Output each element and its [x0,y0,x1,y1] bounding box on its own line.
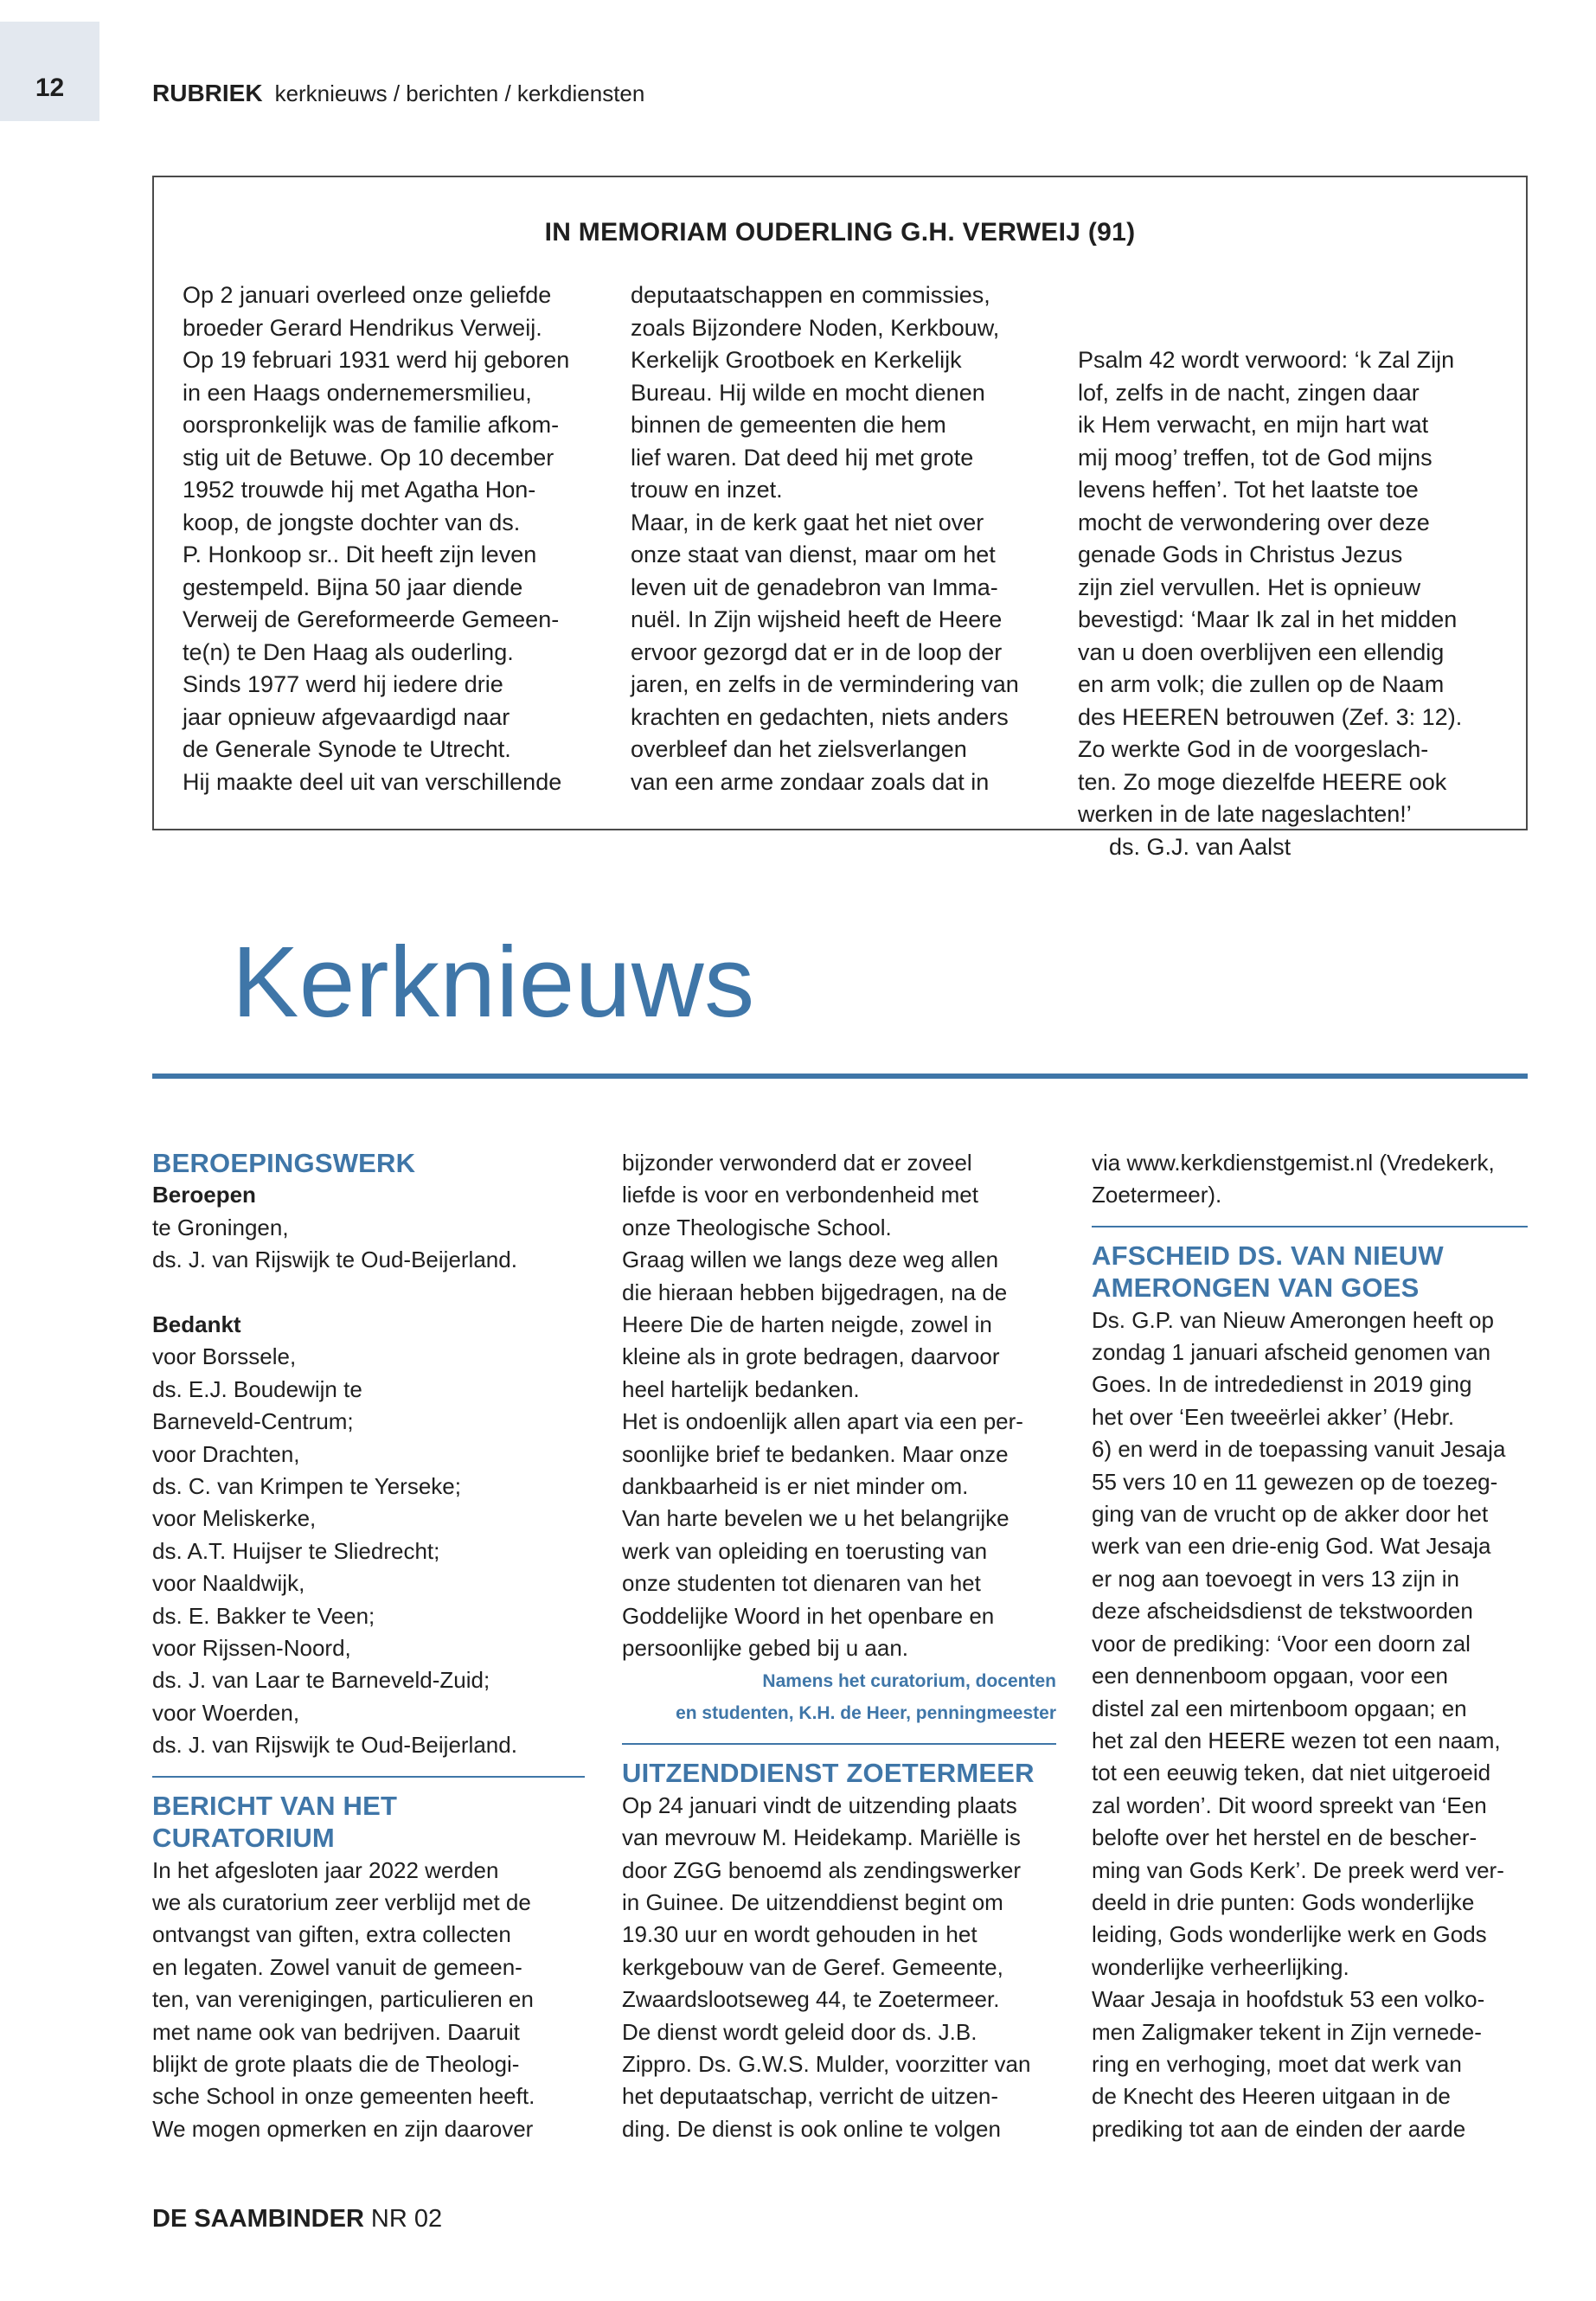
text-line: soonlijke brief te bedanken. Maar onze [622,1440,1009,1467]
text-line: het deputaatschap, verricht de uitzen- [622,2083,999,2110]
in-memoriam-column-1 [183,279,632,798]
text-line: Goddelijke Woord in het openbare en [622,1602,995,1629]
in-memoriam-column-3 [1078,279,1528,863]
rubric-path: kerknieuws / berichten / kerkdiensten [274,80,645,106]
article-column-1 [152,1147,585,2145]
text-line: gestempeld. Bijna 50 jaar diende [183,574,523,600]
text-line: Van harte bevelen we u het belangrijke [622,1505,1010,1532]
footer [152,2202,442,2236]
section-divider [1092,1226,1528,1227]
text-line: 6) en werd in de toepassing vanuit Jesaja [1092,1436,1506,1463]
text-line: Ds. G.P. van Nieuw Amerongen heeft op [1092,1306,1494,1333]
text-line: ding. De dienst is ook online te volgen [622,2115,1001,2142]
text-line: koop, de jongste dochter van ds. [183,509,521,535]
text-line: ervoor gezorgd dat er in de loop der [631,638,1003,665]
in-memoriam-column-2 [631,279,1080,798]
section-title-rule [152,1074,1528,1079]
uitzenddienst-heading: UITZENDDIENST ZOETERMEER [622,1758,1035,1789]
text-line: voor Drachten, [152,1440,300,1467]
text-line: in Guinee. De uitzenddienst begint om [622,1888,1003,1915]
text-line: Graag willen we langs deze weg allen [622,1247,999,1273]
text-line: persoonlijke gebed bij u aan. [622,1635,909,1662]
bedankt-subheading: Bedankt [152,1311,241,1338]
text-line: Goes. In de intrededienst in 2019 ging [1092,1371,1472,1398]
text-line: kleine als in grote bedragen, daarvoor [622,1343,1000,1370]
curatorium-heading: CURATORIUM [152,1823,335,1854]
text-line: Het is ondoenlijk allen apart via een per- [622,1408,1023,1435]
section-divider [152,1776,585,1778]
text-line: ds. E. Bakker te Veen; [152,1602,375,1629]
beroepen-subheading: Beroepen [152,1182,256,1208]
text-line: Op 24 januari vindt de uitzending plaats [622,1791,1017,1818]
text-line: ds. J. van Rijswijk te Oud-Beijerland. [152,1247,517,1273]
article-column-2 [622,1147,1056,2145]
text-line: ring en verhoging, moet dat werk van [1092,2050,1462,2077]
text-line: ging van de vrucht op de akker door het [1092,1501,1489,1528]
text-line: van een arme zondaar zoals dat in [631,768,990,795]
text-line: In het afgesloten jaar 2022 werden [152,1856,499,1883]
text-line: zoals Bijzondere Noden, Kerkbouw, [631,314,1000,341]
text-line: door ZGG benoemd als zendingswerker [622,1856,1022,1883]
text-line: voor Rijssen-Noord, [152,1635,351,1662]
text-line: Zwaardslootseweg 44, te Zoetermeer. [622,1986,1000,2013]
beroepingswerk-heading: BEROEPINGSWERK [152,1148,416,1178]
afscheid-heading: AFSCHEID DS. VAN NIEUW [1092,1240,1444,1271]
text-line: die hieraan hebben bijgedragen, na de [622,1279,1008,1305]
text-line: heel hartelijk bedanken. [622,1375,860,1402]
in-memoriam-signature: ds. G.J. van Aalst [1109,833,1292,860]
text-line: deputaatschappen en commissies, [631,282,990,308]
text-line: ds. A.T. Huijser te Sliedrecht; [152,1537,440,1564]
text-line: ming van Gods Kerk’. De preek werd ver- [1092,1856,1504,1883]
text-line: zondag 1 januari afscheid genomen van [1092,1339,1491,1366]
text-line: Zoetermeer). [1092,1182,1222,1208]
text-line: van mevrouw M. Heidekamp. Mariëlle is [622,1824,1021,1851]
text-line: genade Gods in Christus Jezus [1078,542,1403,567]
text-line: de Knecht des Heeren uitgaan in de [1092,2083,1451,2110]
text-line: Psalm 42 wordt verwoord: ‘k Zal Zijn [1078,347,1455,373]
text-line: onze Theologische School. [622,1214,892,1240]
text-line: oorspronkelijk was de familie afkom- [183,412,560,438]
running-header [152,76,644,111]
text-line: onze studenten tot dienaren van het [622,1570,981,1597]
text-line: ds. J. van Laar te Barneveld-Zuid; [152,1667,490,1694]
text-line: ten. Zo moge diezelfde HEERE ook [1078,768,1447,795]
text-line: Maar, in de kerk gaat het niet over [631,509,984,535]
text-line: ik Hem verwacht, en mijn hart wat [1078,412,1429,438]
text-line: werk van een drie-enig God. Wat Jesaja [1092,1533,1491,1560]
section-divider [622,1743,1056,1745]
text-line: Bureau. Hij wilde en mocht dienen [631,379,985,406]
text-line: ontvangst van giften, extra collecten [152,1921,511,1948]
text-line: trouw en inzet. [631,477,783,503]
text-line: tot een eeuwig teken, dat niet uitgeroeid [1092,1759,1491,1786]
text-line: zijn ziel vervullen. Het is opnieuw [1078,574,1421,600]
text-line: Barneveld-Centrum; [152,1408,354,1435]
curatorium-signature: en studenten, K.H. de Heer, penningmeester [676,1702,1056,1723]
text-line: een dennenboom opgaan, voor een [1092,1663,1449,1689]
text-line: werken in de late nageslachten!’ [1078,801,1412,827]
text-line: er nog aan toevoegt in vers 13 zijn in [1092,1565,1459,1592]
text-line: deze afscheidsdienst de tekstwoorden [1092,1598,1473,1625]
magazine-name: DE SAAMBINDER [152,2205,364,2233]
text-line: krachten en gedachten, niets anders [631,703,1009,730]
text-line: overbleef dan het zielsverlangen [631,736,967,762]
text-line: P. Honkoop sr.. Dit heeft zijn leven [183,542,537,567]
text-line: ten, van verenigingen, particulieren en [152,1986,534,2013]
text-line: prediking tot aan de einden der aarde [1092,2115,1466,2142]
text-line: Op 2 januari overleed onze geliefde [183,282,552,308]
text-line: wonderlijke verheerlijking. [1092,1953,1349,1980]
text-line: voor Borssele, [152,1343,297,1370]
in-memoriam-box [152,176,1528,860]
text-line: lof, zelfs in de nacht, zingen daar [1078,379,1420,406]
text-line: de Generale Synode te Utrecht. [183,736,511,762]
curatorium-heading: BERICHT VAN HET [152,1790,398,1821]
text-line: Sinds 1977 werd hij iedere drie [183,671,503,697]
text-line: kerkgebouw van de Geref. Gemeente, [622,1953,1003,1980]
text-line: De dienst wordt geleid door ds. J.B. [622,2018,977,2045]
text-line: te(n) te Den Haag als ouderling. [183,638,514,665]
text-line: voor Meliskerke, [152,1505,317,1532]
text-line: werk van opleiding en toerusting van [622,1537,988,1564]
text-line: sche School in onze gemeenten heeft. [152,2083,535,2110]
text-line: en legaten. Zowel vanuit de gemeen- [152,1953,522,1980]
text-line: deeld in drie punten: Gods wonderlijke [1092,1888,1475,1915]
text-line: voor Naaldwijk, [152,1570,305,1597]
text-line: ds. C. van Krimpen te Yerseke; [152,1473,461,1500]
text-line: Heere Die de harten neigde, zowel in [622,1311,992,1338]
text-line: des HEEREN betrouwen (Zef. 3: 12). [1078,703,1463,730]
spacer [152,1277,585,1309]
text-line: we als curatorium zeer verblijd met de [152,1888,531,1915]
text-line: bijzonder verwonderd dat er zoveel [622,1150,972,1176]
text-line: het over ‘Een tweeërlei akker’ (Hebr. [1092,1403,1455,1430]
text-line: voor Woerden, [152,1699,300,1726]
in-memoriam-title: IN MEMORIAM OUDERLING G.H. VERWEIJ (91) [544,218,1136,247]
issue-number: NR 02 [370,2205,443,2233]
text-line: Waar Jesaja in hoofdstuk 53 een volko- [1092,1986,1485,2013]
text-line: bevestigd: ‘Maar Ik zal in het midden [1078,606,1458,632]
text-line: 55 vers 10 en 11 gewezen op de toezeg- [1092,1468,1498,1495]
text-line: en arm volk; die zullen op de Naam [1078,671,1445,697]
text-line: men Zaligmaker tekent in Zijn vernede- [1092,2018,1482,2045]
text-line: mij moog’ treffen, tot de God mijns [1078,444,1433,471]
text-line: Verweij de Gereformeerde Gemeen- [183,606,560,632]
text-line: 19.30 uur en wordt gehouden in het [622,1921,977,1948]
text-line: blijkt de grote plaats die de Theologi- [152,2050,520,2077]
text-line: distel zal een mirtenboom opgaan; en [1092,1695,1467,1721]
section-title: Kerknieuws [232,926,755,1038]
text-line: levens heffen’. Tot het laatste toe [1078,477,1419,503]
text-line: leiding, Gods wonderlijke werk en Gods [1092,1921,1487,1948]
text-line: lief waren. Dat deed hij met grote [631,444,974,471]
page-number: 12 [35,74,65,102]
text-line: leven uit de genadebron van Imma- [631,574,998,600]
text-line: dankbaarheid is er niet minder om. [622,1473,969,1500]
text-line: Zo werkte God in de voorgeslach- [1078,736,1429,762]
curatorium-signature: Namens het curatorium, docenten [762,1670,1056,1691]
text-line: met name ook van bedrijven. Daaruit [152,2018,520,2045]
text-line: mocht de verwondering over deze [1078,509,1430,535]
text-line: Zippro. Ds. G.W.S. Mulder, voorzitter van [622,2050,1031,2077]
text-line: liefde is voor en verbondenheid met [622,1182,978,1208]
text-line: in een Haags ondernemersmilieu, [183,379,532,406]
text-line: jaren, en zelfs in de vermindering van [631,671,1019,697]
text-line: van u doen overblijven een ellendig [1078,638,1445,665]
text-line: We mogen opmerken en zijn daarover [152,2115,534,2142]
text-line: zal worden’. Dit woord spreekt van ‘Een [1092,1791,1487,1818]
text-line: binnen de gemeenten die hem [631,412,946,438]
text-line: te Groningen, [152,1214,289,1240]
text-line: ds. J. van Rijswijk te Oud-Beijerland. [152,1732,517,1759]
article-column-3 [1092,1147,1528,2145]
text-line: broeder Gerard Hendrikus Verweij. [183,314,542,341]
text-line: Hij maakte deel uit van verschillende [183,768,562,795]
text-line: voor de prediking: ‘Voor een doorn zal [1092,1630,1471,1657]
text-line: ds. E.J. Boudewijn te [152,1375,362,1402]
text-line: nuël. In Zijn wijsheid heeft de Heere [631,606,1003,632]
rubric-label: RUBRIEK [152,80,263,106]
afscheid-heading: AMERONGEN VAN GOES [1092,1272,1420,1304]
text-line: jaar opnieuw afgevaardigd naar [183,703,510,730]
text-line: Op 19 februari 1931 werd hij geboren [183,347,570,373]
text-line: 1952 trouwde hij met Agatha Hon- [183,477,536,503]
text-line: via www.kerkdienstgemist.nl (Vredekerk, [1092,1150,1495,1176]
text-line: het zal den HEERE wezen tot een naam, [1092,1727,1501,1753]
text-line: Kerkelijk Grootboek en Kerkelijk [631,347,962,373]
text-line: onze staat van dienst, maar om het [631,542,996,567]
text-line: belofte over het herstel en de bescher- [1092,1824,1477,1851]
text-line: stig uit de Betuwe. Op 10 december [183,444,554,471]
